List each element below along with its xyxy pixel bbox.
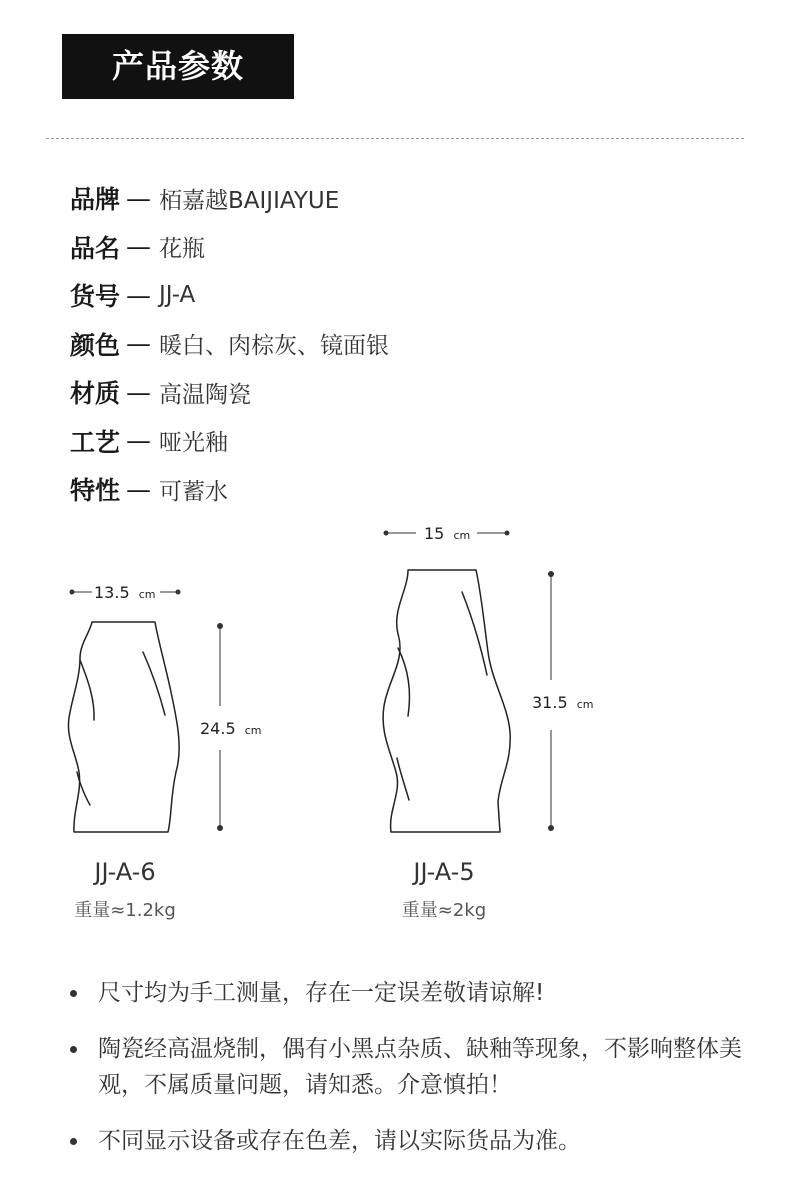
vase-large-height-value: 31.5 [532, 693, 568, 712]
spec-list [70, 174, 730, 514]
spec-row-item-no [70, 271, 730, 320]
note-text: 不同显示设备或存在色差，请以实际货品为准。 [98, 1128, 581, 1154]
spec-row-material [70, 368, 730, 417]
spec-row-color [70, 320, 730, 369]
spec-row-brand [70, 174, 730, 223]
note-text: 尺寸均为手工测量，存在一定误差敬请谅解! [98, 980, 545, 1006]
spec-label: 货号 [70, 282, 121, 312]
spec-label: 品名 [70, 233, 121, 263]
vase-small-model: JJ-A-6 [94, 858, 156, 886]
spec-dash: — [126, 329, 152, 359]
note-item [66, 1123, 746, 1159]
spec-label: 颜色 [70, 330, 121, 360]
spec-value: 高温陶瓷 [159, 381, 252, 408]
spec-dash: — [126, 280, 152, 310]
spec-label: 品牌 [70, 185, 121, 215]
vase-large-width-dimension [384, 524, 510, 543]
dashed-divider [46, 138, 744, 139]
vase-large-width-value: 15 [424, 524, 445, 543]
notes-list [66, 975, 746, 1179]
bullet-icon [70, 1138, 77, 1145]
vase-small-weight: 重量≈1.2kg [74, 900, 176, 921]
bullet-icon [70, 990, 77, 997]
spec-value: 栢嘉越BAIJIAYUE [159, 187, 340, 214]
vase-small-outline [68, 622, 179, 832]
vase-large-height-dimension [532, 571, 593, 831]
vase-small-width-value: 13.5 [94, 583, 130, 602]
spec-dash: — [126, 426, 152, 456]
note-item [66, 975, 746, 1011]
vase-large-model: JJ-A-5 [413, 858, 475, 886]
spec-dash: — [126, 474, 152, 504]
svg-text:31.5 cm [532, 693, 593, 712]
spec-label: 特性 [70, 476, 121, 506]
spec-label: 工艺 [70, 427, 121, 457]
vase-large-weight: 重量≈2kg [401, 900, 487, 921]
vase-small-height-dimension [200, 623, 261, 831]
vase-large-height-unit: cm [576, 698, 594, 711]
spec-dash: — [126, 377, 152, 407]
vase-small-height-value: 24.5 [200, 719, 236, 738]
note-text: 陶瓷经高温烧制，偶有小黑点杂质、缺釉等现象，不影响整体美观，不属质量问题，请知悉。介意慎拍！ [98, 1036, 742, 1098]
vase-small-height-unit: cm [244, 724, 262, 737]
vase-large-outline [383, 570, 510, 832]
spec-value: 花瓶 [159, 236, 206, 263]
spec-value: 哑光釉 [159, 430, 229, 457]
vase-large-width-unit: cm [453, 529, 471, 542]
spec-dash: — [126, 183, 152, 213]
spec-row-craft [70, 417, 730, 466]
spec-value: JJ-A [159, 282, 196, 309]
section-title: 产品参数 [62, 34, 294, 99]
spec-label: 材质 [70, 379, 121, 409]
spec-value: 可蓄水 [159, 478, 229, 505]
vase-small-width-unit: cm [138, 588, 156, 601]
spec-row-name [70, 223, 730, 272]
svg-text:13.5 cm [94, 583, 155, 602]
svg-text:15 cm [424, 524, 470, 543]
spec-row-feature [70, 465, 730, 514]
bullet-icon [70, 1046, 77, 1053]
spec-dash: — [126, 232, 152, 262]
svg-text:24.5 cm [200, 719, 261, 738]
note-item [66, 1031, 746, 1103]
vase-diagram [0, 510, 790, 850]
spec-value: 暖白、肉棕灰、镜面银 [159, 333, 390, 360]
vase-small-width-dimension [70, 583, 181, 602]
